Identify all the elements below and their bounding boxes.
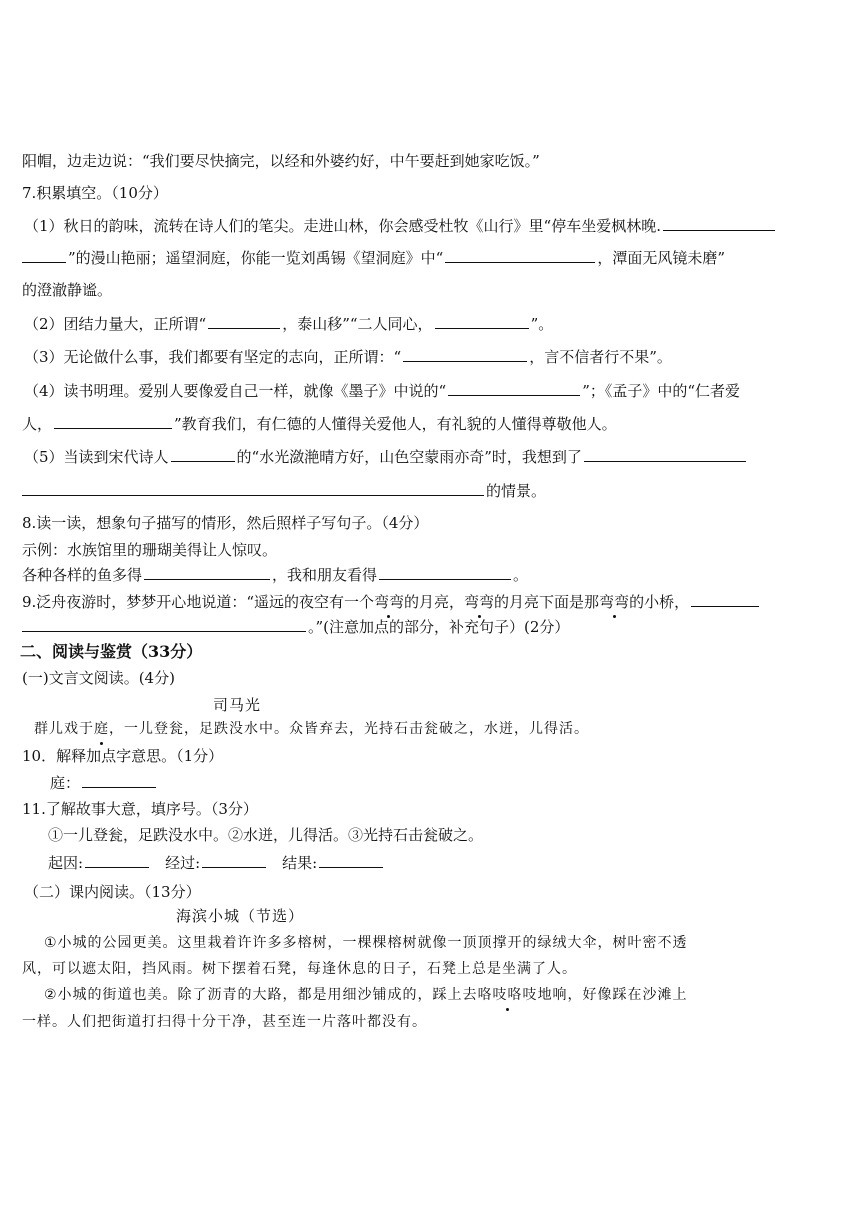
q7-item4-text-d: ”教育我们，有仁德的人懂得关爱他人，有礼貌的人懂得尊敬他人。 [174, 415, 617, 433]
q11-options: ①一儿登瓮，足跌没水中。②水迸，儿得活。③光持石击瓮破之。 [48, 826, 484, 844]
q8-blank-2[interactable] [379, 564, 511, 580]
q7-title: 7.积累填空。（10分） [22, 184, 168, 202]
q8-text-b: ，我和朋友看得 [272, 566, 378, 584]
passage-dotted-onomatopoeia: 咯吱咯吱 [478, 984, 538, 1006]
q7-item4-text-b: ”；《孟子》中的“仁者爱 [582, 382, 741, 400]
q9-text-c: 的月亮下面是那 [494, 593, 600, 611]
q7-item1-text-c: ，潭面无风镜未磨” [597, 249, 726, 267]
q9-dotted-word-3: 弯弯 [599, 593, 630, 611]
q7-blank-1b[interactable] [22, 247, 66, 263]
q7-blank-2b[interactable] [435, 313, 529, 329]
q7-item3-line [24, 346, 672, 368]
section2-title: 二、阅读与鉴赏（33分） [20, 642, 203, 661]
q11-process-label: 经过: [165, 854, 201, 872]
q7-item3-text-a: （3）无论做什么事，我们都要有坚定的志向，正所谓：“ [24, 348, 402, 366]
q9-blank-1a[interactable] [691, 591, 759, 607]
q9-text-b: 的月亮， [404, 593, 465, 611]
q7-item4-text-a: （4）读书明理。爱别人要像爱自己一样，就像《墨子》中说的“ [24, 382, 447, 400]
classical-text-b: ，一儿登瓮，足跌没水中。众皆弃去，光持石击瓮破之，水迸，儿得活。 [109, 721, 589, 737]
q11-cause-blank[interactable] [85, 852, 149, 868]
passage-para1-line2: 风，可以遮太阳，挡风雨。树下摆着石凳，每逢休息的日子，石凳上总是坐满了人。 [22, 961, 577, 977]
q10-title: 10．解释加点字意思。（1分） [22, 747, 224, 765]
q7-item5-text-b: 的“水光潋滟晴方好，山色空蒙雨亦奇”时，我想到了 [236, 448, 582, 466]
q7-item5-line1 [24, 446, 748, 468]
q10-answer-line [50, 772, 158, 794]
q7-blank-5b[interactable] [584, 446, 746, 462]
passage-para2-text-a: ②小城的街道也美。除了沥青的大路，都是用细沙铺成的，踩上去 [44, 987, 478, 1003]
q7-item1-line3: 的澄澈静谧。 [22, 281, 113, 299]
q9-dotted-word-1: 弯弯 [373, 593, 404, 611]
classical-text [34, 718, 589, 740]
passage-title: 海滨小城（节选） [176, 907, 305, 925]
q9-line1 [22, 591, 761, 613]
q7-item4-text-c: 人， [22, 415, 53, 433]
q7-item4-line1 [24, 380, 740, 402]
q7-item2-text-b: ，泰山移”“二人同心， [282, 315, 433, 333]
q8-example: 示例：水族馆里的珊瑚美得让人惊叹。 [22, 541, 278, 559]
q9-line2 [22, 616, 569, 638]
q7-item4-line2 [22, 413, 617, 435]
q9-blank-1b[interactable] [22, 616, 306, 632]
q7-blank-5c[interactable] [22, 480, 484, 496]
q8-blank-1[interactable] [144, 564, 270, 580]
q8-text-c: 。 [513, 566, 529, 584]
passage-para2-line2: 一样。人们把街道打扫得十分干净，甚至连一片落叶都没有。 [22, 1014, 427, 1030]
q9-text-e: 。”(注意加点的部分，补充句子）(2分） [308, 618, 570, 636]
q7-item5-text-c: 的情景。 [486, 482, 547, 500]
q9-text-d: 的小桥， [629, 593, 690, 611]
q7-item1-text-b: ”的漫山艳丽；遥望洞庭，你能一览刘禹锡《望洞庭》中“ [68, 249, 444, 267]
intro-line: 阳帽，边走边说：“我们要尽快摘完，以经和外婆约好，中午要赶到她家吃饭。” [22, 152, 540, 170]
classical-dotted-char: 庭 [94, 718, 109, 740]
q7-blank-2a[interactable] [208, 313, 280, 329]
passage-para1-line1: ①小城的公园更美。这里栽着许许多多榕树，一棵棵榕树就像一顶顶撑开的绿绒大伞，树叶密不透 [44, 935, 688, 951]
q7-item1-line1 [24, 215, 777, 237]
q7-blank-1a[interactable] [663, 215, 775, 231]
passage-para2-text-b: 地响，好像踩在沙滩上 [537, 987, 688, 1003]
q7-item5-line2 [22, 480, 546, 502]
q7-item2-line [24, 313, 553, 335]
q11-answer-line [48, 852, 385, 874]
q7-item5-text-a: （5）当读到宋代诗人 [24, 448, 169, 466]
q7-item1-line2 [22, 247, 725, 269]
classical-text-a: 群儿戏于 [34, 721, 94, 737]
q7-blank-4a[interactable] [448, 380, 580, 396]
section2-sub1: (一)文言文阅读。(4分) [22, 669, 175, 687]
q11-cause-label: 起因: [48, 854, 84, 872]
q7-blank-4b[interactable] [54, 413, 172, 429]
q10-blank[interactable] [82, 772, 156, 788]
q11-result-label: 结果: [282, 854, 318, 872]
q7-blank-5a[interactable] [171, 446, 235, 462]
q11-result-blank[interactable] [319, 852, 383, 868]
q8-title: 8.读一读，想象句子描写的情形，然后照样子写句子。（4分） [22, 514, 429, 532]
q7-item1-text-a: （1）秋日的韵味，流转在诗人们的笔尖。走进山林，你会感受杜牧《山行》里“停车坐爱枫林晚. [24, 217, 661, 235]
q8-answer-line [22, 564, 528, 586]
passage-para2-line1 [44, 984, 688, 1006]
q11-process-blank[interactable] [202, 852, 266, 868]
q9-text-a: 9.泛舟夜游时，梦梦开心地说道：“遥远的夜空有一个 [22, 593, 374, 611]
q9-dotted-word-2: 弯弯 [464, 593, 495, 611]
q7-item3-text-b: ，言不信者行不果”。 [529, 348, 672, 366]
section2-sub2: （二）课内阅读。（13分） [24, 883, 201, 901]
q8-text-a: 各种各样的鱼多得 [22, 566, 143, 584]
classical-title: 司马光 [213, 696, 262, 714]
q7-item2-text-a: （2）团结力量大，正所谓“ [24, 315, 207, 333]
q7-blank-3[interactable] [403, 346, 527, 362]
q11-title: 11.了解故事大意，填序号。（3分） [22, 800, 258, 818]
q10-label: 庭： [50, 774, 81, 792]
q7-blank-1c[interactable] [445, 247, 595, 263]
q7-item2-text-c: ”。 [530, 315, 554, 333]
